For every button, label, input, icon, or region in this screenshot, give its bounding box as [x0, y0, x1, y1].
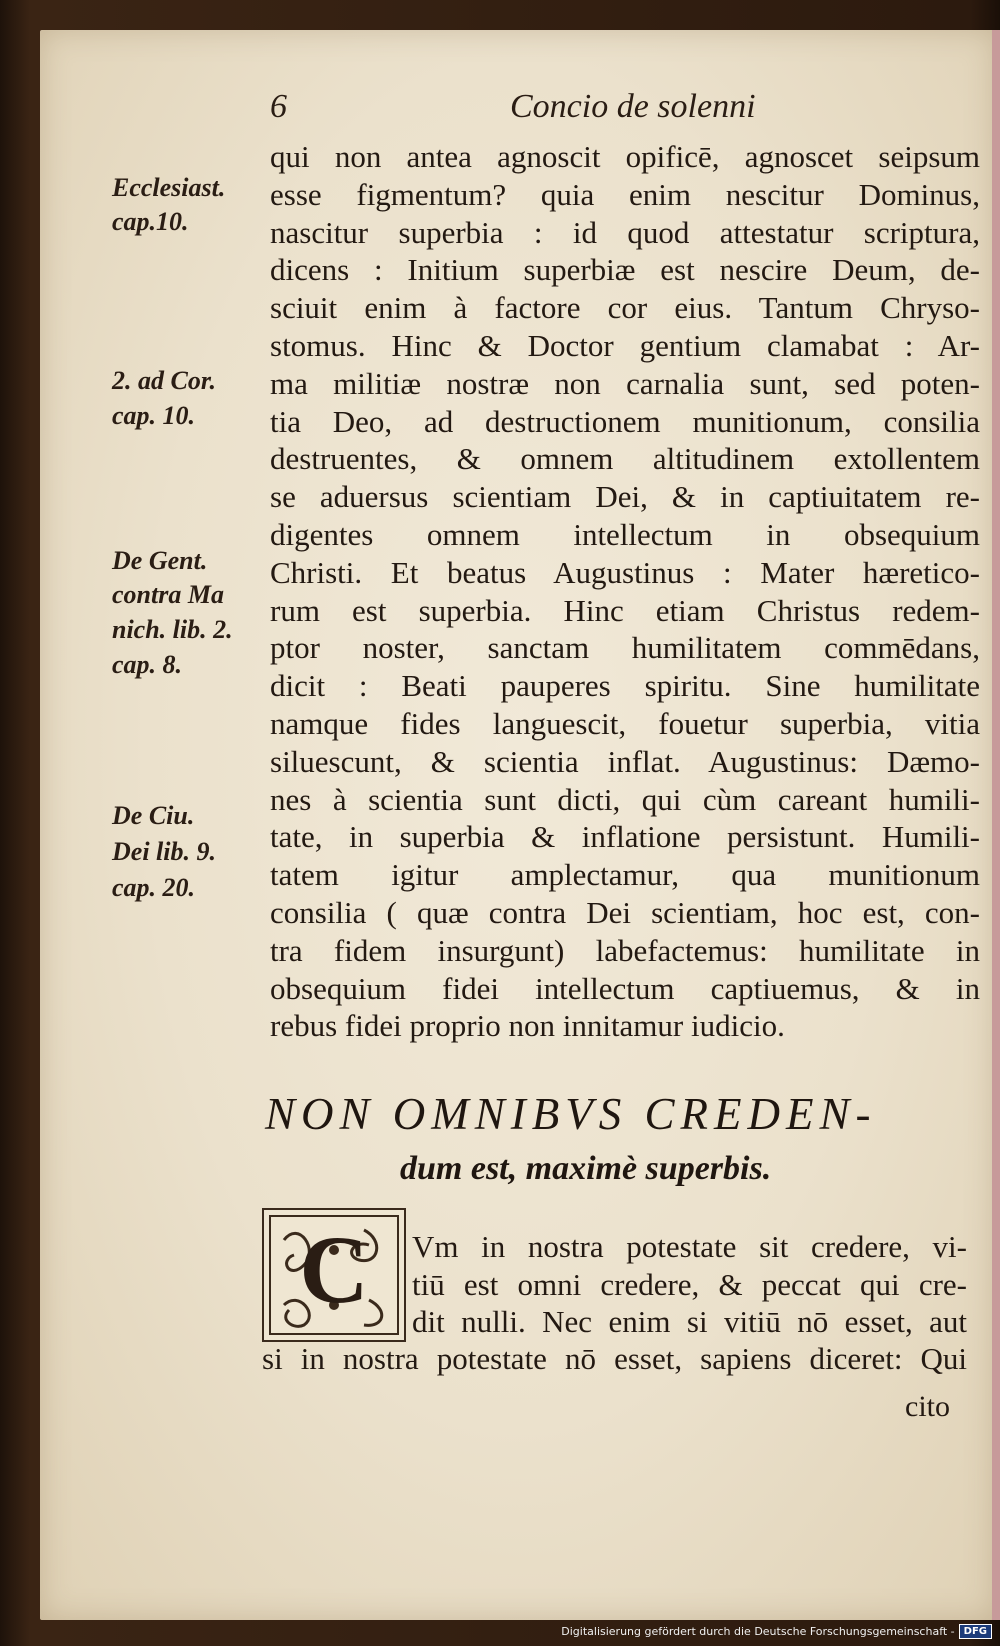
text-line: qui non antea agnoscit opificē, agnoscet seipsum [270, 139, 980, 174]
main-text [270, 138, 980, 1045]
dfg-logo: DFG [959, 1624, 992, 1639]
margin-note: contra Ma [112, 580, 224, 609]
margin-note: Dei lib. 9. [112, 837, 216, 866]
text-line: Vm in nostra potestate sit credere, vi- [412, 1229, 967, 1264]
text-line: esse figmentum? quia enim nescitur Dominus, [270, 176, 980, 212]
text-line: digentes omnem intellectum in obsequium [270, 516, 980, 552]
running-header [270, 88, 770, 128]
text-line: sciuit enim à factore cor eius. Tantum Chryso- [270, 290, 980, 326]
margin-note: cap.10. [112, 207, 189, 236]
text-line: ptor noster, sanctam humilitatem commēdans, [270, 630, 980, 666]
text-line: siluescunt, & scientia inflat. Augustinus: Dæmo- [270, 743, 980, 779]
text-line: namque fides languescit, fouetur superbia, vitia [270, 705, 980, 741]
decorated-initial [262, 1208, 406, 1342]
text-line: dit nulli. Nec enim si vitiū nō esset, aut [412, 1304, 967, 1339]
text-line: rebus fidei proprio non innitamur iudicio. [270, 1008, 785, 1044]
text-line: se aduersus scientiam Dei, & in captiuitatem re- [270, 479, 980, 515]
text-line: nes à scientia sunt dicti, qui cùm careant humili- [270, 781, 980, 817]
section-subheading: dum est, maximè superbis. [400, 1150, 772, 1187]
section-heading: NON OMNIBVS CREDEN- [265, 1089, 877, 1139]
footer-text: Digitalisierung gefördert durch die Deutsche Forschungsgemeinschaft - [561, 1624, 955, 1638]
text-line: si in nostra potestate nō esset, sapiens diceret: Qui [262, 1341, 967, 1376]
text-line: tatem igitur amplectamur, qua munitionum [270, 857, 980, 893]
text-line: dicit : Beati pauperes spiritu. Sine humilitate [270, 668, 980, 704]
text-line: nascitur superbia : id quod attestatur scriptura, [270, 214, 980, 250]
margin-note: cap. 8. [112, 650, 183, 679]
text-line: tate, in superbia & inflatione persistunt. Humili- [270, 819, 980, 855]
digitization-footer [561, 1620, 992, 1642]
margin-note: cap. 10. [112, 401, 196, 430]
margin-note: De Gent. [112, 546, 208, 575]
margin-note: De Ciu. [112, 801, 195, 830]
margin-note: 2. ad Cor. [112, 366, 217, 395]
margin-note: Ecclesiast. [112, 173, 226, 202]
catchword: cito [905, 1390, 950, 1423]
text-line: tiū est omni credere, & peccat qui cre- [412, 1266, 967, 1302]
text-line: obsequium fidei intellectum captiuemus, & in [270, 970, 980, 1006]
page-number: 6 [270, 88, 287, 125]
text-line: stomus. Hinc & Doctor gentium clamabat : Ar- [270, 327, 980, 363]
running-title: Concio de solenni [510, 88, 756, 125]
text-line: Christi. Et beatus Augustinus : Mater hæretico- [270, 554, 980, 590]
section-paragraph-tail [262, 1340, 967, 1378]
text-line: ma militiæ nostræ non carnalia sunt, sed poten- [270, 365, 980, 401]
ornament-icon [264, 1210, 404, 1340]
page-edge [992, 30, 1000, 1620]
text-line: tra fidem insurgunt) labefactemus: humilitate in [270, 932, 980, 968]
initial-letter: C [299, 1216, 369, 1323]
text-line: tia Deo, ad destructionem munitionum, consilia [270, 403, 980, 439]
margin-note: nich. lib. 2. [112, 615, 233, 644]
margin-note: cap. 20. [112, 873, 196, 902]
text-line: dicens : Initium superbiæ est nescire Deum, de- [270, 252, 980, 288]
section-paragraph [412, 1228, 967, 1341]
text-line: rum est superbia. Hinc etiam Christus redem- [270, 592, 980, 628]
text-line: destruentes, & omnem altitudinem extollentem [270, 441, 980, 477]
text-line: consilia ( quæ contra Dei scientiam, hoc est, con- [270, 894, 980, 930]
